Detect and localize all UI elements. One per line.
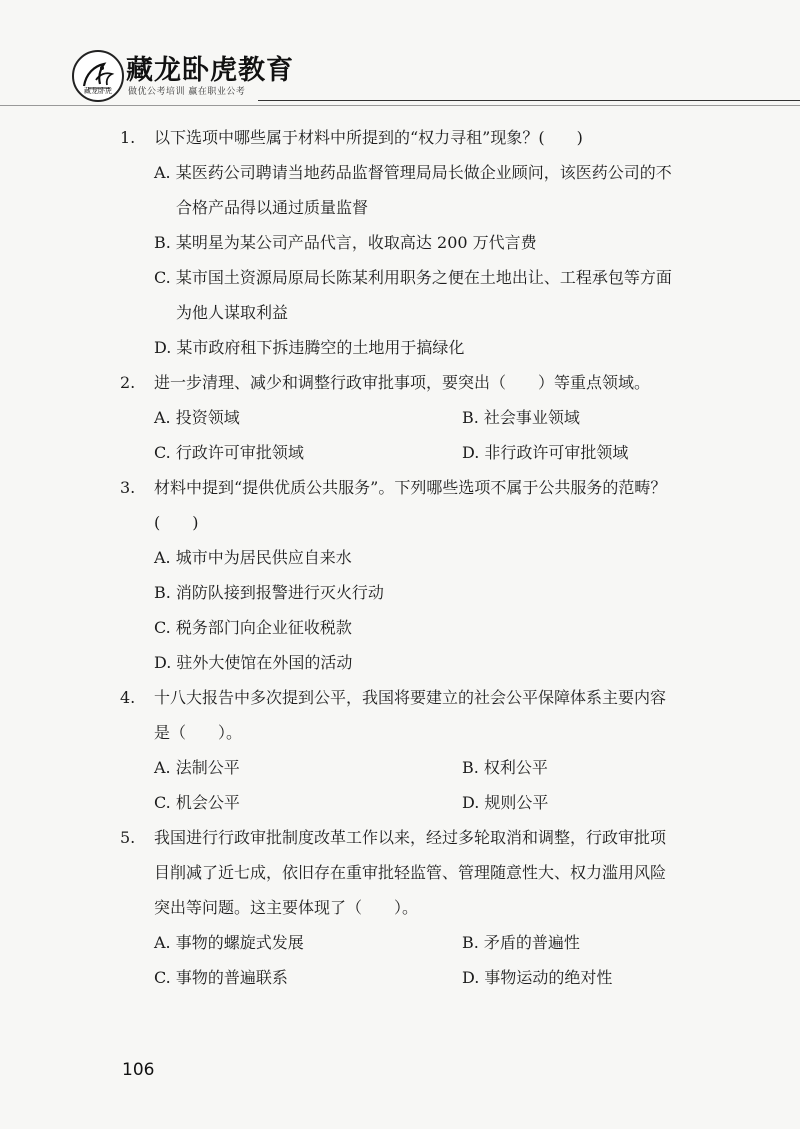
question-4 [120,680,740,820]
question-stem-text: 材料中提到“提供优质公共服务”。下列哪些选项不属于公共服务的范畴？ [154,478,667,497]
question-stem-line [120,120,740,155]
option-row [120,400,740,435]
option-line [120,540,740,575]
answer-option: D. 事物运动的绝对性 [462,968,613,987]
question-stem-line [120,890,740,925]
header-rule [258,100,800,101]
option-line [120,260,740,295]
question-stem-line [120,680,740,715]
question-2 [120,365,740,470]
option-line [120,575,740,610]
question-number: 2. [120,373,136,392]
question-stem-line [120,365,740,400]
question-number: 5. [120,828,136,847]
answer-option: A. 投资领域 [154,408,240,427]
option-line [120,295,740,330]
page-number: 106 [122,1060,155,1080]
answer-option: B. 某明星为某公司产品代言，收取高达 200 万代言费 [154,233,537,252]
option-row [120,785,740,820]
option-line [120,225,740,260]
question-stem-text: 目削减了近七成，依旧存在重审批轻监管、管理随意性大、权力滥用风险 [154,863,667,882]
question-stem-text: 进一步清理、减少和调整行政审批事项，要突出（ ）等重点领域。 [154,373,651,392]
page-header [0,0,800,112]
question-number: 4. [120,688,136,707]
answer-option: A. 法制公平 [154,758,240,777]
option-line [120,190,740,225]
question-number: 3. [120,478,136,497]
option-line [120,155,740,190]
logo-badge-text: 藏龙卧虎 [84,87,112,95]
answer-option: B. 矛盾的普遍性 [462,933,580,952]
answer-option: A. 某医药公司聘请当地药品监督管理局局长做企业顾问，该医药公司的不 [154,163,672,182]
answer-option: A. 城市中为居民供应自来水 [154,548,352,567]
question-stem-line [120,715,740,750]
option-line [120,330,740,365]
question-stem-text: 我国进行行政审批制度改革工作以来，经过多轮取消和调整，行政审批项 [154,828,667,847]
answer-option: D. 规则公平 [462,793,549,812]
answer-option: 合格产品得以通过质量监督 [176,198,369,217]
answer-option: 为他人谋取利益 [176,303,289,322]
question-stem-line [120,505,740,540]
question-5 [120,820,740,995]
answer-option: B. 消防队接到报警进行灭火行动 [154,583,384,602]
question-stem-text: ( ) [154,513,199,532]
header-divider [0,105,800,106]
question-3 [120,470,740,680]
question-stem-text: 是（ ）。 [154,723,243,742]
answer-option: C. 机会公平 [154,793,240,812]
brand-title: 藏龙卧虎教育 [126,55,294,86]
option-line [120,645,740,680]
answer-option: D. 某市政府租下拆违腾空的土地用于搞绿化 [154,338,465,357]
answer-option: C. 某市国土资源局原局长陈某利用职务之便在土地出让、工程承包等方面 [154,268,672,287]
option-row [120,435,740,470]
answer-option: D. 非行政许可审批领域 [462,443,629,462]
question-stem-line [120,470,740,505]
question-stem-line [120,855,740,890]
answer-option: A. 事物的螺旋式发展 [154,933,304,952]
question-stem-text: 以下选项中哪些属于材料中所提到的“权力寻租”现象？( ) [154,128,583,147]
option-row [120,960,740,995]
option-line [120,610,740,645]
question-stem-text: 突出等问题。这主要体现了（ ）。 [154,898,419,917]
answer-option: B. 社会事业领域 [462,408,580,427]
question-stem-line [120,820,740,855]
logo-emblem [72,50,124,102]
question-list [120,120,740,995]
answer-option: D. 驻外大使馆在外国的活动 [154,653,353,672]
option-row [120,925,740,960]
option-row [120,750,740,785]
question-number: 1. [120,128,136,147]
answer-option: C. 税务部门向企业征收税款 [154,618,352,637]
answer-option: C. 事物的普遍联系 [154,968,288,987]
question-1 [120,120,740,365]
question-stem-text: 十八大报告中多次提到公平，我国将要建立的社会公平保障体系主要内容 [154,688,667,707]
brand-subtitle: 做优公考培训 赢在职业公考 [128,87,246,97]
answer-option: B. 权利公平 [462,758,548,777]
answer-option: C. 行政许可审批领域 [154,443,304,462]
